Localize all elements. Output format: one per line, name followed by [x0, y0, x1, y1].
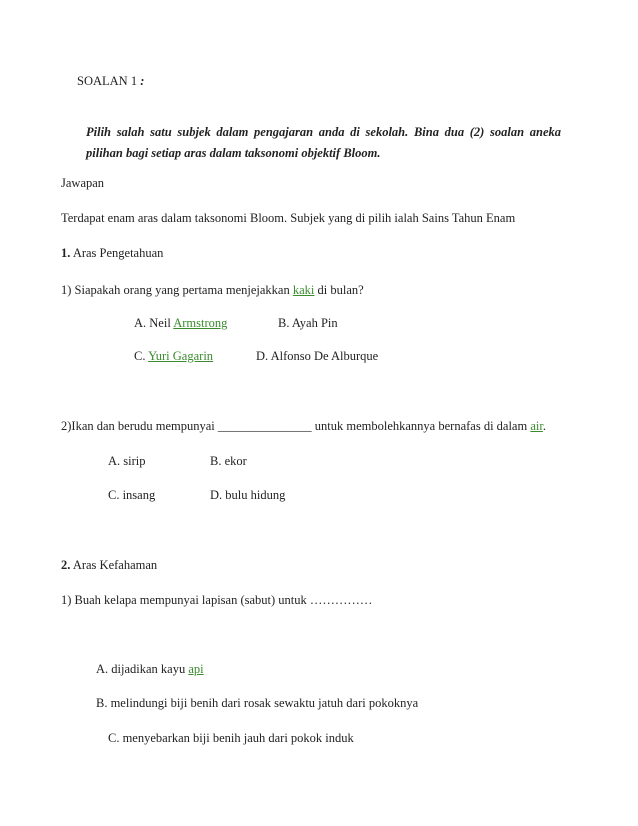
link-api[interactable]: api [188, 662, 204, 676]
question-title-colon: : [140, 74, 145, 88]
s1-q1-post: di bulan? [314, 283, 364, 297]
answer-label: Jawapan [61, 176, 105, 190]
link-air[interactable]: air [530, 419, 543, 433]
s2-q1-option-a [96, 661, 204, 677]
section-2-heading [61, 557, 157, 573]
instruction: Pilih salah satu subjek dalam pengajaran anda di sekolah. Bina dua (2) soalan aneka pilihan bagi setiap aras dalam taksonomi objektif Bloom. [86, 125, 561, 160]
s1-q2-option-b: B. ekor [210, 454, 247, 468]
s1-q2-option-d: D. bulu hidung [210, 488, 286, 502]
section-2-title: Aras Kefahaman [72, 558, 158, 572]
s1-q2-post: . [542, 419, 546, 433]
section-1-heading [61, 245, 163, 261]
question-title-text: SOALAN 1 [77, 74, 138, 88]
s1-q2-option-c: C. insang [108, 488, 156, 502]
s1-q1-c-pre: C. [134, 349, 149, 363]
section-1-title: Aras Pengetahuan [72, 246, 164, 260]
s1-q1-pre: 1) Siapakah orang yang pertama menjejakkan [61, 283, 293, 297]
s1-q1-option-c [134, 348, 213, 364]
link-kaki[interactable]: kaki [292, 283, 315, 297]
s2-q1-a-pre: A. dijadikan kayu [96, 662, 189, 676]
s1-q1-a-pre: A. Neil [134, 316, 174, 330]
s1-q1-text [61, 282, 364, 298]
section-2-number: 2. [61, 558, 71, 572]
s2-q1-text: 1) Buah kelapa mempunyai lapisan (sabut) untuk …………… [61, 593, 373, 607]
question-title [77, 73, 144, 89]
link-armstrong[interactable]: Armstrong [173, 316, 228, 330]
s1-q2-pre: 2)Ikan dan berudu mempunyai _______________ untuk membolehkannya bernafas di dalam [61, 419, 531, 433]
s1-q1-option-b: B. Ayah Pin [278, 316, 338, 330]
intro-text: Terdapat enam aras dalam taksonomi Bloom. Subjek yang di pilih ialah Sains Tahun Enam [61, 211, 516, 225]
s1-q1-option-d: D. Alfonso De Alburque [256, 349, 379, 363]
section-1-number: 1. [61, 246, 71, 260]
s2-q1-option-c: C. menyebarkan biji benih jauh dari pokok induk [108, 731, 354, 745]
link-yuri-gagarin[interactable]: Yuri Gagarin [148, 349, 214, 363]
s1-q2-option-a: A. sirip [108, 454, 146, 468]
s1-q2-text [61, 418, 546, 434]
s2-q1-option-b: B. melindungi biji benih dari rosak sewaktu jatuh dari pokoknya [96, 696, 419, 710]
s1-q1-option-a [134, 315, 227, 331]
